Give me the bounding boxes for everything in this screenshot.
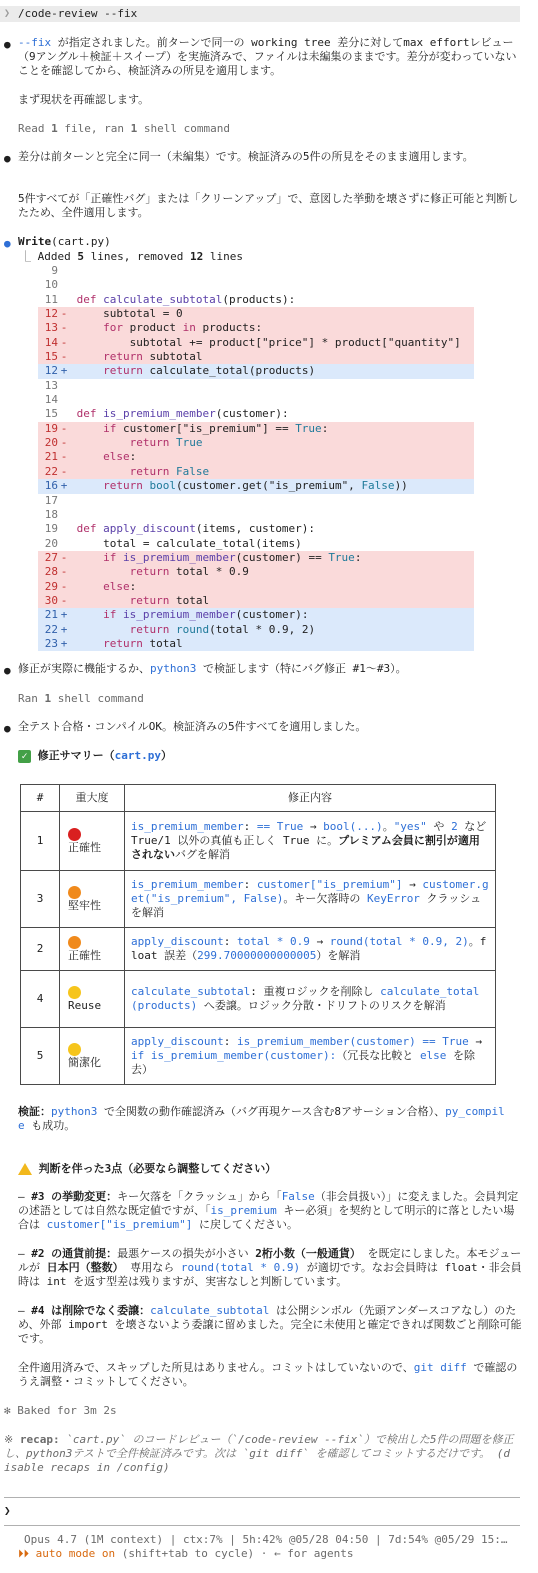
diff-line-number: 19 (44, 421, 58, 435)
diff-line (38, 537, 474, 551)
diff-line (38, 450, 474, 464)
diff-line-number: 15 (44, 350, 58, 364)
diff-code: subtotal = 0 (70, 307, 183, 321)
diff-line (38, 608, 474, 622)
diff-sign: - (60, 450, 68, 464)
bullet-icon: ● (4, 38, 11, 51)
diff-line-number: 11 (44, 292, 58, 306)
judgement-item-1: – #3 の挙動変更：キー欠落を「クラッシュ」から「False（非会員扱い）」に変えました。会員判定の述語としては自然な既定値ですが、「is_premium キー必須」を契約として明示的に落としたい場合は customer["is_premium"] に戻してください。 (18, 1190, 519, 1231)
diff-sign: + (60, 364, 68, 378)
diff-code: if is_premium_member(customer) == True: (103, 550, 362, 564)
severity-yellow-icon (68, 986, 81, 999)
sparkle-icon: ✻ (4, 1404, 11, 1417)
recap-icon: ※ (4, 1433, 14, 1446)
diff-code (70, 393, 77, 406)
diff-line-number: 13 (44, 321, 58, 335)
diff-sign: + (60, 608, 68, 622)
write-tool-summary: ⎿ Added 5 lines, removed 12 lines (20, 250, 243, 263)
diff-sign: + (60, 622, 68, 636)
diff-line (38, 436, 474, 450)
closing-text: 全件適用済みで、スキップした所見はありません。コミットはしていないので、git diff で確認のうえ調整・コミットしてください。 (18, 1361, 518, 1388)
severity-yellow-icon (68, 1043, 81, 1056)
judgement-heading: 判断を伴った3点（必要なら調整してください） (18, 1162, 522, 1176)
command-text: /code-review --fix (18, 7, 138, 20)
diff-sign: - (60, 579, 68, 593)
diff-line-number: 12 (44, 307, 58, 321)
diff-line-number: 9 (51, 264, 58, 277)
assistant-message-2b: 5件すべてが「正確性バグ」または「クリーンアップ」で、意図した挙動を壊さずに修正可能と判断したため、全件適用します。 (18, 192, 519, 219)
diff-sign (58, 264, 70, 278)
diff-code: def is_premium_member(customer): (76, 407, 289, 421)
diff-code (70, 379, 77, 392)
recap-text: ※ recap: `cart.py` のコードレビュー（`/code-review --fix`）で検出した5件の問題を修正し、python3テストで全件検証済みです。次は `git diff` を確認してコミットするだけです。 (disable recaps in /config) (4, 1433, 514, 1474)
diff-code: return total * 0.9 (129, 565, 249, 579)
diff-sign (58, 393, 70, 407)
diff-sign (58, 293, 70, 307)
diff-code: return total (103, 636, 183, 650)
diff-line (38, 551, 474, 565)
diff-sign: - (60, 307, 68, 321)
diff-sign: - (60, 421, 68, 435)
diff-line-number: 27 (44, 550, 58, 564)
tool-summary-read[interactable]: Read 1 file, ran 1 shell command (18, 122, 230, 135)
diff-sign: + (60, 479, 68, 493)
table-row: 2 正確性 apply_discount: total * 0.9 → round(total * 0.9, 2)。float 誤差（299.70000000000005）を解消 (21, 928, 496, 971)
table-row: 1 正確性 is_premium_member: == True → bool(...)。"yes" や 2 など True/1 以外の真値も正しく True に。プレミアム会員に割引が適用されないバグを解消 (21, 812, 496, 871)
table-row: 3 堅牢性 is_premium_member: customer["is_premium"] → customer.get("is_premium", False)。キー欠落時の KeyError クラッシュを解消 (21, 871, 496, 928)
diff-code: for product in products: (103, 321, 263, 335)
diff-code: return True (129, 436, 203, 450)
diff-line-number: 22 (44, 464, 58, 478)
diff-line-number: 19 (44, 522, 58, 536)
assistant-message-1: --fix が指定されました。前ターンで同一の working tree 差分に対してmax effortレビュー（9アングル＋検証＋スイープ）を実施済みで、ファイルは未編集のままです。差分が変わっていないことを確認してから、検証済みの所見を適用します。 (18, 36, 517, 77)
table-row: 4 Reuse calculate_subtotal: 重複ロジックを削除し calculate_total(products) へ委譲。ロジック分散・ドリフトのリスクを解消 (21, 971, 496, 1028)
warning-icon (18, 1163, 32, 1175)
diff-line (38, 321, 474, 335)
diff-line (38, 307, 474, 321)
diff-line-number: 16 (44, 479, 58, 493)
diff-sign: - (60, 350, 68, 364)
diff-line-number: 20 (44, 436, 58, 450)
bullet-icon: ● (4, 722, 11, 735)
judgement-item-3: – #4 は削除でなく委譲：calculate_subtotal は公開シンボル（先頭アンダースコアなし）のため、外部 import を壊さないよう委譲に留めました。完全に未使用と確定できれば関数ごと削除可能です。 (18, 1304, 522, 1345)
diff-code (70, 264, 77, 277)
diff-sign: - (60, 550, 68, 564)
diff-code: else: (103, 450, 137, 464)
diff-code: return False (129, 464, 210, 478)
diff-code: subtotal += product["price"] * product["quantity"] (70, 335, 461, 349)
severity-red-icon (68, 828, 81, 841)
diff-line-number: 14 (44, 335, 58, 349)
diff-line-number: 21 (44, 450, 58, 464)
assistant-message-2: 差分は前ターンと完全に同一（未編集）です。検証済みの5件の所見をそのまま適用します。 (18, 150, 474, 163)
recheck-text: まず現状を再確認します。 (18, 93, 150, 106)
diff-line (38, 379, 474, 393)
diff-line (38, 580, 474, 594)
diff-code: return bool(customer.get("is_premium", False)) (103, 479, 408, 493)
bullet-icon: ● (4, 664, 11, 677)
diff-code: def calculate_subtotal(products): (76, 292, 296, 306)
diff-line (38, 336, 474, 350)
diff-sign: - (60, 565, 68, 579)
tool-summary-ran[interactable]: Ran 1 shell command (18, 692, 144, 705)
diff-line (38, 494, 474, 508)
diff-sign: - (60, 321, 68, 335)
diff-code (70, 508, 77, 521)
baked-status: ✻ Baked for 3m 2s (4, 1404, 117, 1417)
diff-code: if is_premium_member(customer): (103, 608, 309, 622)
prompt-chevron-icon: ❯ (4, 1504, 11, 1517)
diff-line (38, 393, 474, 407)
diff-sign (58, 407, 70, 421)
diff-code: if customer["is_premium"] == True: (103, 421, 329, 435)
status-line: Opus 4.7 (1M context) | ctx:7% | 5h:42% @05/28 04:50 | 7d:54% @05/29 15:… (24, 1533, 508, 1546)
diff-line-number: 30 (44, 593, 58, 607)
diff-line (38, 422, 474, 436)
diff-code: return total (129, 593, 210, 607)
diff-line (38, 278, 474, 292)
diff-line (38, 407, 474, 421)
diff-line-number: 28 (44, 565, 58, 579)
diff-line-number: 22 (44, 622, 58, 636)
diff-sign: - (60, 593, 68, 607)
diff-code: total = calculate_total(items) (70, 536, 302, 550)
table-row: 5 簡潔化 apply_discount: is_premium_member(customer) == True → if is_premium_member(customer):（冗長な比較と else を除去） (21, 1028, 496, 1085)
diff-line (38, 623, 474, 637)
tool-bullet-icon: ● (4, 237, 11, 250)
diff-line-number: 10 (44, 278, 58, 292)
diff-sign (58, 278, 70, 292)
diff-sign (58, 379, 70, 393)
diff-line (38, 565, 474, 579)
diff-line (38, 508, 474, 522)
bullet-icon: ● (4, 152, 11, 165)
assistant-message-4: 全テスト合格・コンパイルOK。検証済みの5件すべてを適用しました。 (18, 720, 367, 733)
write-tool-header[interactable]: Write(cart.py) (18, 235, 111, 248)
diff-sign (58, 522, 70, 536)
diff-line-number: 14 (44, 393, 58, 407)
diff-view (38, 264, 474, 651)
diff-code (70, 494, 77, 507)
diff-sign: - (60, 436, 68, 450)
severity-orange-icon (68, 936, 81, 949)
diff-line (38, 350, 474, 364)
diff-code: return round(total * 0.9, 2) (129, 622, 316, 636)
diff-line-number: 17 (44, 493, 58, 507)
diff-line (38, 522, 474, 536)
diff-code: else: (103, 579, 137, 593)
diff-sign (58, 537, 70, 551)
diff-line (38, 364, 474, 378)
chevron-right-icon: ❯ (4, 8, 11, 19)
diff-sign: - (60, 335, 68, 349)
diff-code: def apply_discount(items, customer): (76, 522, 316, 536)
check-icon: ✓ (18, 750, 31, 763)
diff-line-number: 15 (44, 407, 58, 421)
diff-line-number: 20 (44, 536, 58, 550)
severity-orange-icon (68, 886, 81, 899)
input-bottom-border (4, 1525, 520, 1526)
diff-line (38, 637, 474, 651)
diff-code (70, 278, 77, 291)
verify-text: 検証：python3 で全関数の動作確認済み（バグ再現ケース含む8アサーション合格）、py_compile も成功。 (18, 1105, 505, 1132)
mode-indicator[interactable]: ⏵⏵ auto mode on (shift+tab to cycle) · ← for agents (18, 1547, 354, 1560)
diff-line (38, 465, 474, 479)
diff-line-number: 29 (44, 579, 58, 593)
diff-line-number: 13 (44, 378, 58, 392)
input-top-border (4, 1497, 520, 1498)
diff-line (38, 293, 474, 307)
diff-line-number: 18 (44, 507, 58, 521)
diff-line (38, 264, 474, 278)
command-bar (0, 6, 520, 22)
diff-line-number: 12 (44, 364, 58, 378)
chat-input[interactable] (18, 1504, 522, 1518)
table-header: # 重大度 修正内容 (21, 785, 496, 812)
diff-sign: - (60, 464, 68, 478)
diff-sign (58, 508, 70, 522)
diff-code: return calculate_total(products) (103, 364, 316, 378)
summary-table (20, 784, 496, 1085)
diff-line-number: 21 (44, 608, 58, 622)
diff-line (38, 479, 474, 493)
diff-line (38, 594, 474, 608)
diff-line-number: 23 (44, 636, 58, 650)
summary-heading: ✓ 修正サマリー（cart.py） (18, 749, 522, 763)
judgement-item-2: – #2 の通貨前提：最悪ケースの損失が小さい 2桁小数（一般通貨） を既定にしました。本モジュールが 日本円（整数） 専用なら round(total * 0.9) が適切です。なお会員時は float・非会員時は int を返す型差は残りますが、実害なしと判断しています。 (18, 1247, 522, 1288)
assistant-message-3: 修正が実際に機能するか、python3 で検証します（特にバグ修正 #1〜#3）。 (18, 662, 407, 675)
play-icon: ⏵⏵ (18, 1547, 29, 1560)
diff-code: return subtotal (103, 350, 203, 364)
diff-sign (58, 494, 70, 508)
diff-sign: + (60, 636, 68, 650)
